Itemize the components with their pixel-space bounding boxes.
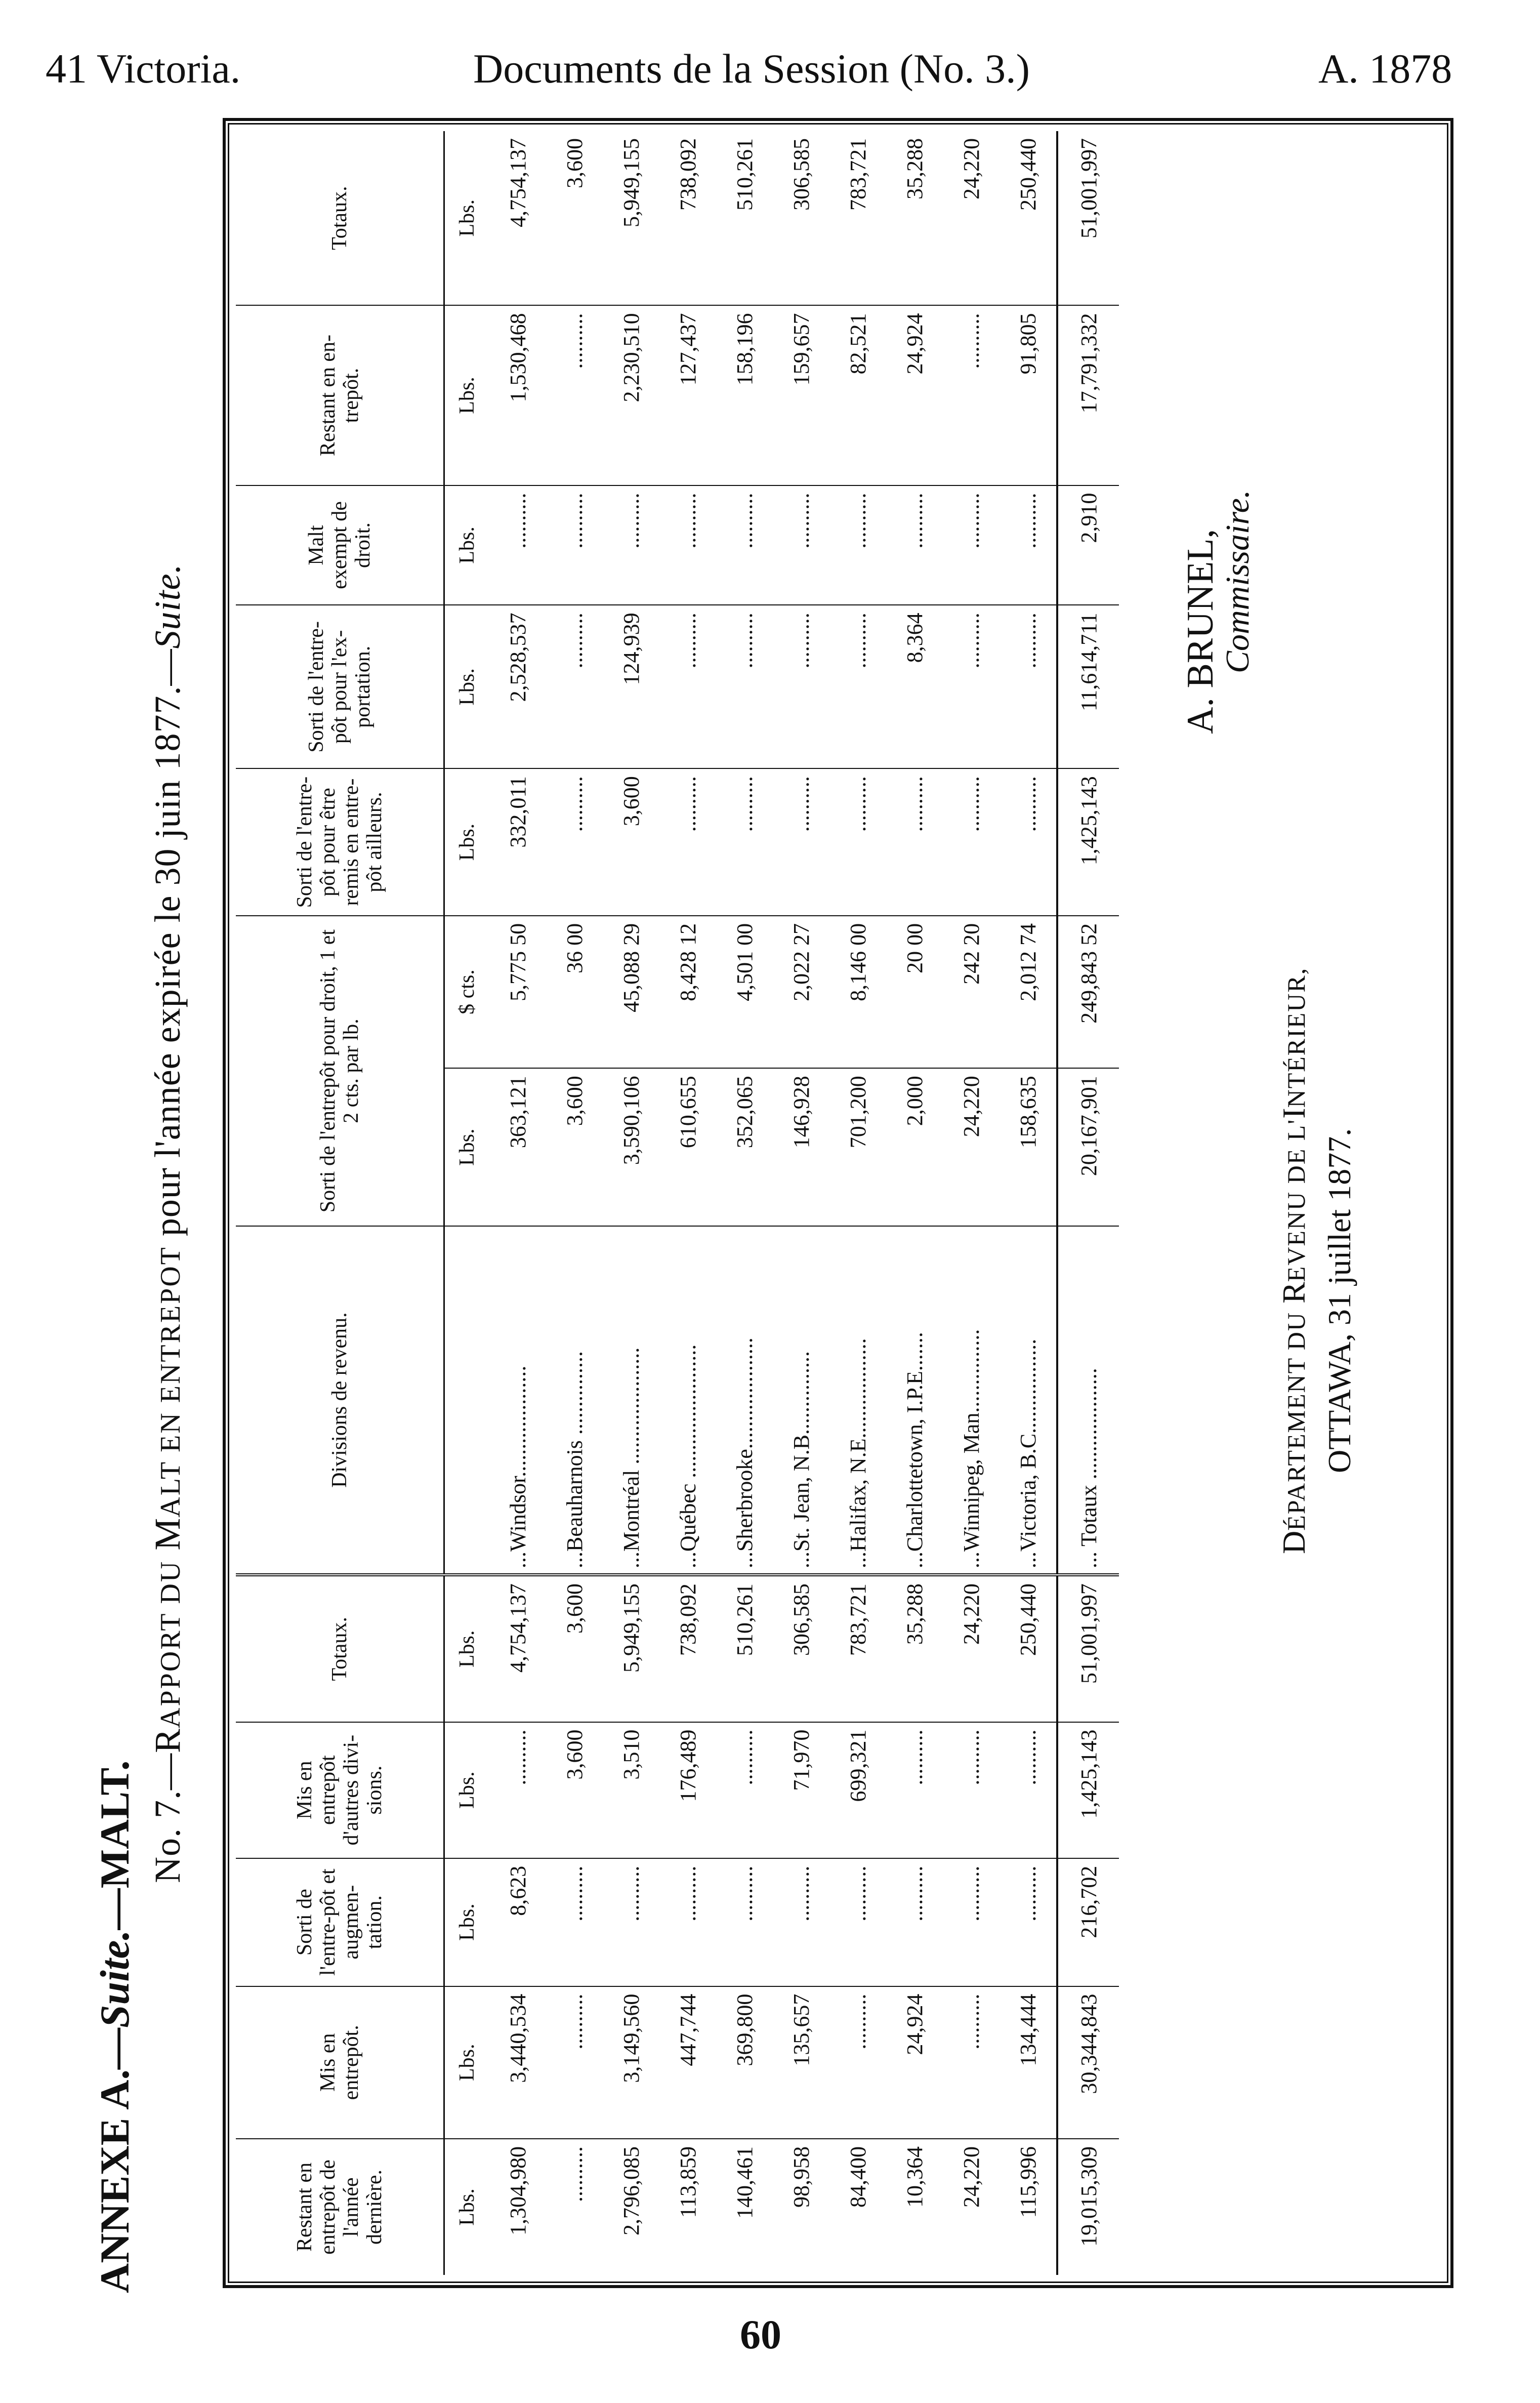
- value-cell: 24,924: [886, 1986, 943, 2139]
- value-cell: 19,015,309: [1057, 2139, 1119, 2275]
- signatory-name: A. BRUNEL,: [1180, 529, 1221, 734]
- value-cell: Lbs.: [444, 1722, 490, 1858]
- page-number: 60: [740, 2311, 781, 2357]
- units-row: [444, 131, 490, 2275]
- value-cell: 1,304,980: [489, 2139, 546, 2275]
- value-cell: Lbs.: [444, 768, 490, 916]
- value-cell: ..........: [829, 1986, 886, 2139]
- header-session-year: 41 Victoria.: [46, 46, 241, 92]
- value-cell: 124,939: [603, 605, 659, 768]
- value-cell: 3,149,560: [603, 1986, 659, 2139]
- value-cell: ..........: [659, 768, 716, 916]
- value-cell: 242 20: [943, 916, 1000, 1068]
- value-cell: 610,655: [659, 1068, 716, 1226]
- value-cell: 4,754,137: [505, 138, 530, 227]
- col-restant-fin: Restant en en-trepôt.: [236, 306, 444, 485]
- value-cell: 701,200: [829, 1068, 886, 1226]
- value-cell: 2,528,537: [489, 605, 546, 768]
- col-division: Divisions de revenu.: [236, 1226, 444, 1575]
- value-cell: ..........: [716, 485, 773, 605]
- value-cell: ..........: [886, 768, 943, 916]
- value-cell: 2,796,085: [603, 2139, 659, 2275]
- division-cell: [444, 1226, 490, 1575]
- table-row: [943, 131, 1000, 2275]
- value-cell: 216,702: [1057, 1858, 1119, 1986]
- value-cell: 510,261: [732, 138, 757, 211]
- value-cell: ..........: [943, 1858, 1000, 1986]
- value-cell: ..........: [886, 1858, 943, 1986]
- value-cell: ..........: [886, 485, 943, 605]
- value-cell: Lbs.: [444, 1986, 490, 2139]
- value-cell: 71,970: [773, 1722, 829, 1858]
- malt-report-table: [236, 131, 1119, 2275]
- value-cell: ..........: [716, 1722, 773, 1858]
- division-cell: ...Winnipeg, Man...............: [943, 1226, 1000, 1575]
- value-cell: 363,121: [489, 1068, 546, 1226]
- value-cell: 738,092: [659, 1575, 716, 1722]
- value-cell: 20 00: [886, 916, 943, 1068]
- table-row: [546, 131, 603, 2275]
- value-cell: 24,220: [959, 138, 984, 199]
- col-totaux-1: Totaux.: [236, 1575, 444, 1722]
- value-cell: Lbs.: [444, 2139, 490, 2275]
- value-cell: ..........: [773, 485, 829, 605]
- place-date: OTTAWA, 31 juillet 1877.: [1321, 1128, 1357, 1473]
- value-cell: ..........: [546, 306, 603, 485]
- col-divisions-mis: Mis en entrepôt d'autres divi-sions.: [236, 1722, 444, 1858]
- col-exportation: Sorti de l'entre-pôt pour l'ex-portation.: [236, 605, 444, 768]
- division-cell: ...St. Jean, N.B...............: [773, 1226, 829, 1575]
- division-cell: ...Charlottetown, I.P.E.......: [886, 1226, 943, 1575]
- value-cell: 51,001,997: [1057, 131, 1119, 306]
- value-cell: 1,425,143: [1057, 768, 1119, 916]
- value-cell: 45,088 29: [603, 916, 659, 1068]
- value-cell: ..........: [716, 605, 773, 768]
- value-cell: Lbs.: [444, 605, 490, 768]
- value-cell: Lbs.: [444, 1575, 490, 1722]
- value-cell: 5,775 50: [489, 916, 546, 1068]
- table-row: [829, 131, 886, 2275]
- division-cell: ...Beauharnois ...............: [546, 1226, 603, 1575]
- col-ailleurs: Sorti de l'entre-pôt pour être remis en entre-pôt ailleurs.: [236, 768, 444, 916]
- value-cell: ..........: [943, 485, 1000, 605]
- value-cell: 10,364: [886, 2139, 943, 2275]
- table-frame: [223, 118, 1453, 2288]
- value-cell: 115,996: [1000, 2139, 1057, 2275]
- value-cell: 11,614,711: [1057, 605, 1119, 768]
- division-cell: ...Halifax, N.E..................: [829, 1226, 886, 1575]
- department-name: DÉPARTEMENT DU REVENU DE L'INTÉRIEUR,: [1276, 967, 1312, 1554]
- value-cell: 3,600: [546, 1068, 603, 1226]
- value-cell: 35,288: [886, 1575, 943, 1722]
- value-cell: ..........: [829, 1858, 886, 1986]
- value-cell: 3,600: [562, 138, 587, 188]
- division-cell: ...Montréal .....................: [603, 1226, 659, 1575]
- signature: [1179, 490, 1256, 734]
- value-cell: 91,805: [1000, 306, 1057, 485]
- value-cell: ..........: [1000, 1858, 1057, 1986]
- value-cell: 3,510: [603, 1722, 659, 1858]
- division-cell: ...Victoria, B.C.................: [1000, 1226, 1057, 1575]
- table-row: [489, 131, 546, 2275]
- value-cell: 8,364: [886, 605, 943, 768]
- column-headers: [236, 131, 444, 2275]
- value-cell: ..........: [546, 605, 603, 768]
- value-cell: ..........: [1000, 768, 1057, 916]
- value-cell: 3,590,106: [603, 1068, 659, 1226]
- value-cell: 306,585: [788, 138, 814, 211]
- table-row: [603, 131, 659, 2275]
- value-cell: 5,949,155: [618, 138, 644, 227]
- value-cell: ..........: [716, 768, 773, 916]
- value-cell: 249,843 52: [1057, 916, 1119, 1068]
- division-cell: ...Québec ........................: [659, 1226, 716, 1575]
- col-droit: Sorti de l'entrepôt pour droit, 1 et 2 cts. par lb.: [236, 916, 444, 1226]
- value-cell: 30,344,843: [1057, 1986, 1119, 2139]
- col-mis: Mis en entrepôt.: [236, 1986, 444, 2139]
- value-cell: 24,220: [943, 1068, 1000, 1226]
- division-cell: ...Windsor....................: [489, 1226, 546, 1575]
- value-cell: ..........: [943, 306, 1000, 485]
- value-cell: 783,721: [845, 138, 870, 211]
- value-cell: ..........: [829, 768, 886, 916]
- value-cell: 250,440: [1000, 1575, 1057, 1722]
- value-cell: 17,791,332: [1057, 306, 1119, 485]
- totals-row: [1057, 131, 1119, 2275]
- value-cell: 24,220: [943, 1575, 1000, 1722]
- value-cell: ..........: [886, 1722, 943, 1858]
- value-cell: ..........: [943, 768, 1000, 916]
- value-cell: ..........: [1000, 1722, 1057, 1858]
- col-augmentation: Sorti de l'entre-pôt et augmen-tation.: [236, 1858, 444, 1986]
- value-cell: 1,530,468: [489, 306, 546, 485]
- table-row: [773, 131, 829, 2275]
- value-cell: 2,910: [1057, 485, 1119, 605]
- value-cell: 134,444: [1000, 1986, 1057, 2139]
- table-row: [1000, 131, 1057, 2275]
- value-cell: 158,635: [1000, 1068, 1057, 1226]
- value-cell: 447,744: [659, 1986, 716, 2139]
- value-cell: ..........: [546, 1986, 603, 2139]
- signatory-role: Commissaire.: [1219, 490, 1256, 673]
- value-cell: 36 00: [546, 916, 603, 1068]
- rotated-document: [86, 109, 1483, 2303]
- value-cell: ..........: [489, 485, 546, 605]
- value-cell: 135,657: [773, 1986, 829, 2139]
- col-exempt: Malt exempt de droit.: [236, 485, 444, 605]
- value-cell: ..........: [716, 1858, 773, 1986]
- value-cell: ..........: [1000, 485, 1057, 605]
- value-cell: 1,425,143: [1057, 1722, 1119, 1858]
- value-cell: 2,012 74: [1000, 916, 1057, 1068]
- value-cell: Lbs.: [444, 485, 490, 605]
- value-cell: 783,721: [829, 1575, 886, 1722]
- value-cell: ..........: [659, 605, 716, 768]
- table-row: [886, 131, 943, 2275]
- value-cell: 176,489: [659, 1722, 716, 1858]
- value-cell: 8,146 00: [829, 916, 886, 1068]
- value-cell: 24,924: [886, 306, 943, 485]
- value-cell: 159,657: [773, 306, 829, 485]
- value-cell: ..........: [603, 485, 659, 605]
- value-cell: 127,437: [659, 306, 716, 485]
- value-cell: 146,928: [773, 1068, 829, 1226]
- value-cell: 4,754,137: [489, 1575, 546, 1722]
- table-body: [444, 131, 1119, 2275]
- division-cell: ...Sherbrooke....................: [716, 1226, 773, 1575]
- header-year: A. 1878: [1318, 46, 1452, 92]
- division-cell: ... Totaux ....................: [1057, 1226, 1119, 1575]
- value-cell: 2,022 27: [773, 916, 829, 1068]
- value-cell: 84,400: [829, 2139, 886, 2275]
- value-cell: 82,521: [829, 306, 886, 485]
- value-cell: 4,501 00: [716, 916, 773, 1068]
- value-cell: 352,065: [716, 1068, 773, 1226]
- value-cell: 98,958: [773, 2139, 829, 2275]
- value-cell: 3,600: [546, 1575, 603, 1722]
- value-cell: 35,288: [902, 138, 927, 199]
- value-cell: ..........: [773, 1858, 829, 1986]
- value-cell: 8,428 12: [659, 916, 716, 1068]
- value-cell: ..........: [546, 768, 603, 916]
- value-cell: ..........: [659, 485, 716, 605]
- value-cell: ..........: [773, 768, 829, 916]
- value-cell: 250,440: [1015, 138, 1040, 211]
- value-cell: ..........: [1000, 605, 1057, 768]
- value-cell: ..........: [773, 605, 829, 768]
- value-cell: ..........: [489, 1722, 546, 1858]
- value-cell: 158,196: [716, 306, 773, 485]
- value-cell: ..........: [546, 1858, 603, 1986]
- header-document-title: Documents de la Session (No. 3.): [473, 46, 1030, 92]
- value-cell: 5,949,155: [603, 1575, 659, 1722]
- value-cell: 3,600: [546, 1722, 603, 1858]
- value-cell: ..........: [546, 485, 603, 605]
- value-cell: 140,461: [716, 2139, 773, 2275]
- value-cell: 332,011: [489, 768, 546, 916]
- value-cell: Lbs.: [444, 1858, 490, 1986]
- value-cell: 113,859: [659, 2139, 716, 2275]
- value-cell: ..........: [829, 485, 886, 605]
- value-cell: ..........: [943, 1986, 1000, 2139]
- value-cell: 8,623: [489, 1858, 546, 1986]
- col-totaux-2: Totaux.: [236, 131, 444, 306]
- annexe-heading: ANNEXE A.—Suite.—MALT.: [92, 1760, 138, 2293]
- value-cell: Lbs.: [455, 199, 479, 237]
- value-cell: 51,001,997: [1057, 1575, 1119, 1722]
- value-cell: 2,230,510: [603, 306, 659, 485]
- value-cell: 3,440,534: [489, 1986, 546, 2139]
- value-cell: 3,600: [603, 768, 659, 916]
- value-cell: ..........: [659, 1858, 716, 1986]
- value-cell: ..........: [943, 605, 1000, 768]
- value-cell: $ cts.: [444, 916, 490, 1068]
- value-cell: ..........: [829, 605, 886, 768]
- title-block: [86, 109, 188, 2303]
- value-cell: 510,261: [716, 1575, 773, 1722]
- value-cell: Lbs.: [444, 306, 490, 485]
- col-restant: Restant en entrepôt de l'année dernière.: [236, 2139, 444, 2275]
- table-row: [716, 131, 773, 2275]
- value-cell: 20,167,901: [1057, 1068, 1119, 1226]
- value-cell: ..........: [546, 2139, 603, 2275]
- value-cell: 2,000: [886, 1068, 943, 1226]
- value-cell: 738,092: [675, 138, 700, 211]
- value-cell: ..........: [603, 1858, 659, 1986]
- report-title: No. 7.—RAPPORT DU MALT EN ENTREPOT pour l'année expirée le 30 juin 1877.—Suite.: [147, 563, 188, 1883]
- value-cell: 699,321: [829, 1722, 886, 1858]
- table-row: [659, 131, 716, 2275]
- value-cell: ..........: [943, 1722, 1000, 1858]
- value-cell: 24,220: [943, 2139, 1000, 2275]
- value-cell: 306,585: [773, 1575, 829, 1722]
- value-cell: Lbs.: [444, 1068, 490, 1226]
- value-cell: 369,800: [716, 1986, 773, 2139]
